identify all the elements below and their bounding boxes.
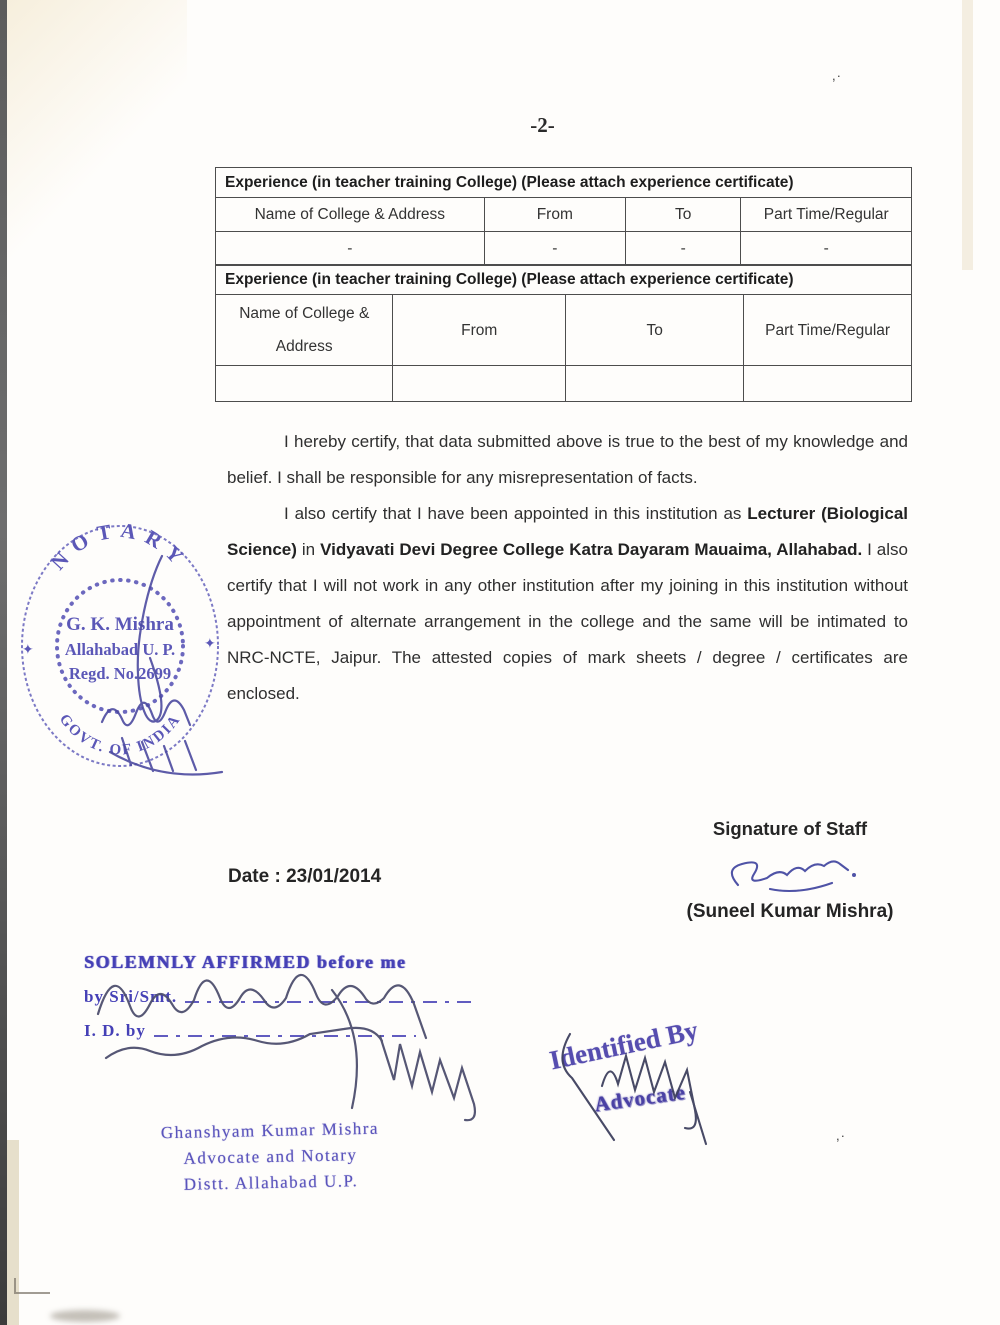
experience-tables <box>215 167 912 402</box>
scan-edge-left <box>0 0 7 1325</box>
col-header: Part Time/Regular <box>744 295 912 366</box>
affirmation-line2: by Sri/Smt. <box>84 987 514 1007</box>
advocate-notary-stamp <box>117 1115 424 1199</box>
advocate-notary-district: Distt. Allahabad U.P. <box>183 1171 359 1194</box>
experience-table-lower <box>215 264 912 402</box>
notary-stamp-regd: Regd. No.2699 <box>68 664 172 683</box>
notary-stamp-arc-bottom: GOVT. OF INDIA <box>55 711 185 759</box>
scan-page-corner <box>14 1278 50 1294</box>
table-row <box>216 232 912 266</box>
notary-stamp-name: G. K. Mishra <box>66 614 174 635</box>
certify-paragraph-2: I also certify that I have been appointed in this institution as Lecturer (Biological Science) in Vidyavati Devi Degree College Katra Dayaram Mauaima, Allahabad. I also certify that I will not work in any other institution after my joining in this institution without appointment of alternate arrangement in the college and the same will be intimated to NRC-NCTE, Jaipur. The attested copies of mark sheets / degree / certificates are enclosed. <box>227 504 909 703</box>
staff-name: (Suneel Kumar Mishra) <box>686 901 894 922</box>
affirmation-line1: SOLEMNLY AFFIRMED before me <box>84 952 407 972</box>
staff-signature <box>718 853 868 905</box>
table-cell <box>744 366 912 402</box>
table-section-title: Experience (in teacher training College) (Please attach experience certificate) <box>216 168 912 198</box>
advocate-stamp: Advocate <box>592 1079 688 1117</box>
certification-text <box>227 424 908 712</box>
ink-speck: ,· <box>832 68 842 83</box>
table-cell <box>216 366 393 402</box>
col-header: From <box>393 295 566 366</box>
notary-stamp-arc-top: NOTARY <box>45 518 195 575</box>
table-header-row <box>216 198 912 232</box>
scan-smudge <box>50 1310 120 1322</box>
table-cell: - <box>741 232 912 266</box>
table-section-title: Experience (in teacher training College) (Please attach experience certificate) <box>216 265 912 295</box>
col-header: To <box>566 295 744 366</box>
ink-speck: ,· <box>836 1128 846 1143</box>
col-header: To <box>625 198 741 232</box>
table-cell: - <box>484 232 625 266</box>
affirmation-line3: I. D. by <box>84 1021 514 1041</box>
notary-stamp-place: Allahabad U. P. <box>64 640 176 659</box>
col-header: Name of College & Address <box>216 198 485 232</box>
table-row <box>216 366 912 402</box>
stamp-ornament-icon: ✦ <box>22 641 34 657</box>
table-cell: - <box>625 232 741 266</box>
table-cell <box>393 366 566 402</box>
identifier-signature <box>540 1000 735 1150</box>
table-header-row <box>216 295 912 366</box>
date-line: Date : 23/01/2014 <box>228 866 382 887</box>
page-number: -2- <box>530 113 555 137</box>
col-header: Name of College & Address <box>216 295 393 366</box>
deponent-signature <box>82 938 512 1128</box>
table-cell <box>566 366 744 402</box>
table-cell: - <box>216 232 485 266</box>
notary-signature <box>88 540 258 790</box>
scan-edge-left-under-page <box>7 1140 19 1325</box>
col-header: Part Time/Regular <box>741 198 912 232</box>
signature-of-staff-label: Signature of Staff <box>712 818 868 839</box>
identified-by-stamp: Identified By <box>546 1014 701 1076</box>
stamp-ornament-icon: ✦ <box>204 635 216 651</box>
advocate-notary-title: Advocate and Notary <box>183 1145 358 1168</box>
certify-paragraph-1: I hereby certify, that data submitted above is true to the best of my knowledge and belief. I shall be responsible for any misrepresentation of facts. <box>227 432 908 487</box>
experience-table-upper <box>215 167 912 266</box>
advocate-notary-name: Ghanshyam Kumar Mishra <box>160 1118 380 1143</box>
col-header: From <box>484 198 625 232</box>
